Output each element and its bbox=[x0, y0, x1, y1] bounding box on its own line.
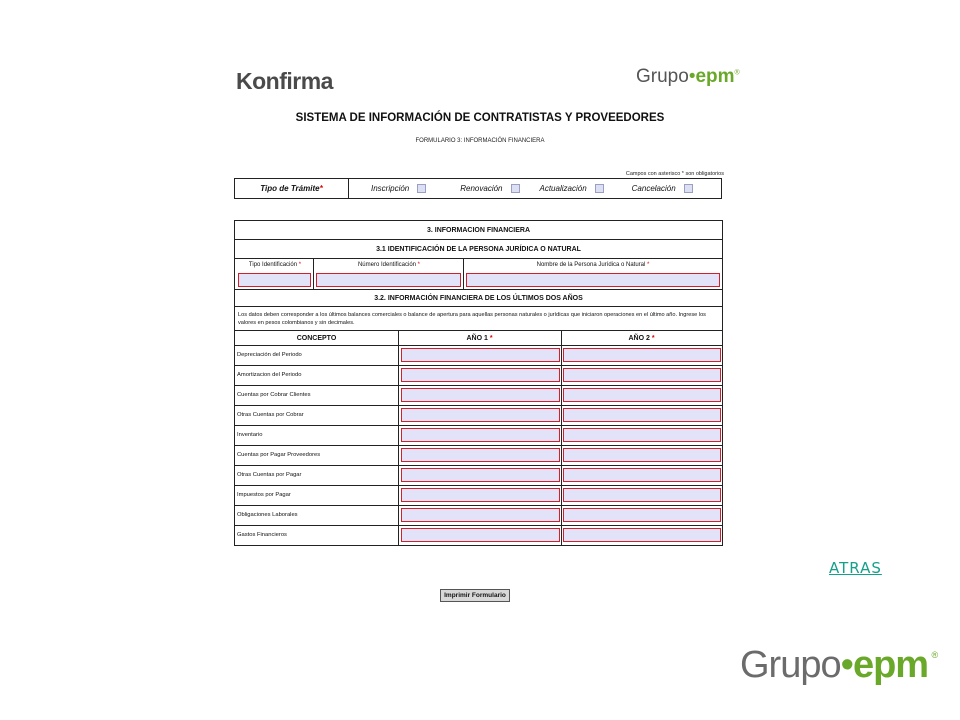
row-label: Gastos Financieros bbox=[237, 532, 287, 538]
option-label: Cancelación bbox=[631, 184, 676, 193]
id-labels bbox=[235, 259, 722, 273]
grupo-epm-logo: Grupo•epm ® bbox=[740, 644, 939, 686]
row-label: Cuentas por Pagar Proveedores bbox=[237, 452, 321, 458]
row-label: Inventario bbox=[237, 432, 263, 438]
row-label: Otras Cuentas por Cobrar bbox=[237, 412, 304, 418]
row-label: Obligaciones Laborales bbox=[237, 512, 298, 518]
table-row bbox=[235, 485, 722, 505]
checkbox-cancelacion[interactable] bbox=[684, 184, 693, 193]
row-label: Otras Cuentas por Pagar bbox=[237, 472, 302, 478]
tramite-label-text: Tipo de Trámite bbox=[260, 184, 320, 193]
year1-input[interactable] bbox=[401, 428, 560, 442]
year2-input[interactable] bbox=[563, 388, 721, 402]
year1-input[interactable] bbox=[401, 408, 560, 422]
required-mark: * bbox=[319, 184, 323, 193]
financial-form bbox=[234, 220, 723, 546]
year2-input[interactable] bbox=[563, 528, 721, 542]
option-label: Inscripción bbox=[371, 184, 410, 193]
year2-input[interactable] bbox=[563, 448, 721, 462]
grupo-epm-logo-small: Grupo•epm® bbox=[636, 66, 740, 87]
year2-input[interactable] bbox=[563, 368, 721, 382]
id-type-input[interactable] bbox=[238, 273, 311, 287]
epm-logo-brand: epm bbox=[852, 644, 929, 686]
epm-logo-brand: epm bbox=[695, 66, 735, 87]
year2-input[interactable] bbox=[563, 408, 721, 422]
year1-input[interactable] bbox=[401, 508, 560, 522]
year1-input[interactable] bbox=[401, 488, 560, 502]
table-row bbox=[235, 445, 722, 465]
print-form-button[interactable]: Imprimir Formulario bbox=[440, 589, 510, 602]
row-label: Amortizacion del Periodo bbox=[237, 372, 302, 378]
table-row bbox=[235, 345, 722, 365]
table-row bbox=[235, 505, 722, 525]
year1-input[interactable] bbox=[401, 368, 560, 382]
year1-input[interactable] bbox=[401, 388, 560, 402]
column-ano-1: AÑO 1 * bbox=[466, 335, 493, 342]
checkbox-actualizacion[interactable] bbox=[595, 184, 604, 193]
tramite-box bbox=[234, 178, 722, 199]
table-row bbox=[235, 365, 722, 385]
checkbox-renovacion[interactable] bbox=[511, 184, 520, 193]
year2-input[interactable] bbox=[563, 508, 721, 522]
row-label: Impuestos por Pagar bbox=[237, 492, 291, 498]
year1-input[interactable] bbox=[401, 528, 560, 542]
back-link[interactable]: ATRAS bbox=[829, 559, 882, 577]
column-concepto: CONCEPTO bbox=[296, 335, 337, 342]
table-row bbox=[235, 425, 722, 445]
document-title: SISTEMA DE INFORMACIÓN DE CONTRATISTAS Y PROVEEDORES bbox=[295, 112, 665, 124]
year2-input[interactable] bbox=[563, 488, 721, 502]
section-title: 3. INFORMACION FINANCIERA bbox=[235, 221, 722, 240]
column-ano-2: AÑO 2 * bbox=[628, 335, 655, 342]
grupo-logo-word: Grupo bbox=[740, 644, 841, 686]
subsection-financiera: 3.2. INFORMACIÓN FINANCIERA DE LOS ÚLTIMOS DOS AÑOS bbox=[235, 289, 722, 307]
row-label: Cuentas por Cobrar Clientes bbox=[237, 392, 311, 398]
year1-input[interactable] bbox=[401, 348, 560, 362]
table-row bbox=[235, 405, 722, 425]
checkbox-inscripcion[interactable] bbox=[417, 184, 426, 193]
option-label: Actualización bbox=[539, 184, 587, 193]
option-renovacion[interactable] bbox=[460, 184, 519, 193]
form-description: Los datos deben corresponder a los últimos balances comerciales o balance de apertura para aquellas personas naturales o jurídicas que iniciaron operaciones en el último año. Ingrese los valores en pesos colombianos y sin decimales. bbox=[238, 312, 706, 326]
table-row bbox=[235, 465, 722, 485]
subsection-identificacion: 3.1 IDENTIFICACIÓN DE LA PERSONA JURÍDICA O NATURAL bbox=[235, 240, 722, 259]
option-inscripcion[interactable] bbox=[371, 184, 426, 193]
document-subtitle: FORMULARIO 3: INFORMACIÓN FINANCIERA bbox=[415, 138, 545, 144]
id-type-label: Tipo Identificación * bbox=[248, 262, 302, 268]
option-cancelacion[interactable] bbox=[632, 184, 693, 193]
year2-input[interactable] bbox=[563, 428, 721, 442]
row-label: Depreciación del Periodo bbox=[237, 352, 302, 358]
registered-mark: ® bbox=[931, 650, 939, 660]
option-label: Renovación bbox=[460, 184, 503, 193]
year1-input[interactable] bbox=[401, 468, 560, 482]
id-name-label: Nombre de la Persona Jurídica o Natural * bbox=[536, 262, 650, 268]
grupo-logo-word: Grupo bbox=[636, 66, 689, 87]
required-note: Campos con asterisco * son obligatorios bbox=[625, 171, 724, 177]
konfirma-logo: Konfirma bbox=[236, 68, 333, 94]
id-name-input[interactable] bbox=[466, 273, 720, 287]
table-row bbox=[235, 525, 722, 545]
option-actualizacion[interactable] bbox=[540, 184, 604, 193]
id-number-input[interactable] bbox=[316, 273, 461, 287]
id-number-label: Número Identificación * bbox=[357, 262, 421, 268]
tramite-label bbox=[235, 179, 349, 198]
year2-input[interactable] bbox=[563, 468, 721, 482]
year1-input[interactable] bbox=[401, 448, 560, 462]
year2-input[interactable] bbox=[563, 348, 721, 362]
table-row bbox=[235, 385, 722, 405]
